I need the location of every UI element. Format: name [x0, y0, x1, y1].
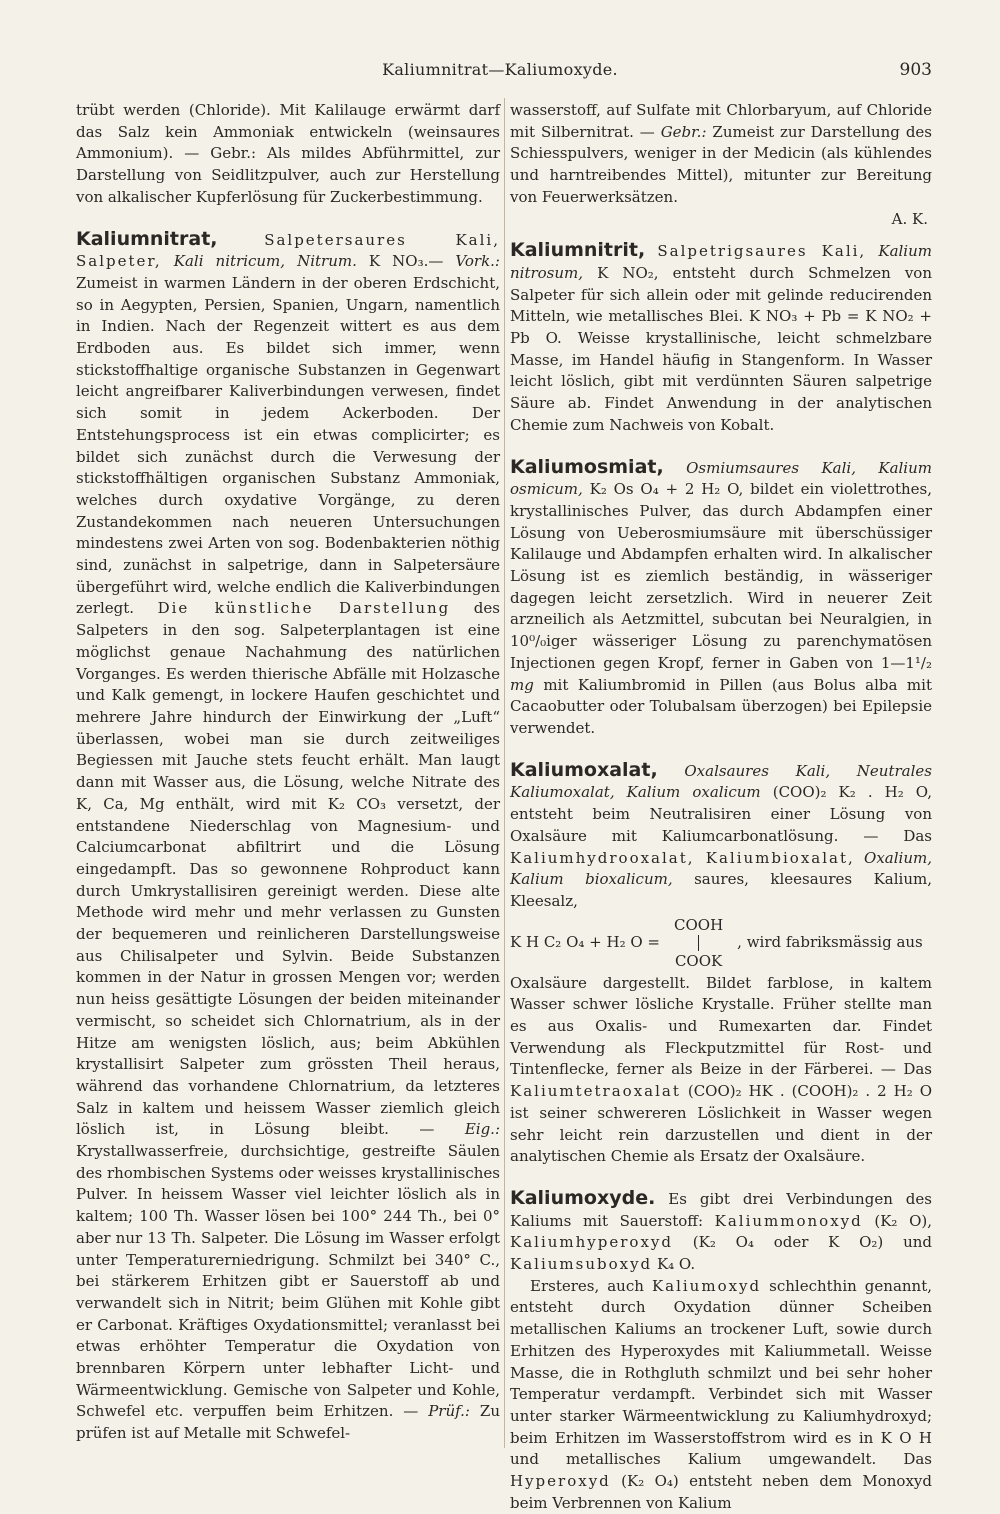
body-text: Zumeist zur Darstellung des Schiesspulvers, weniger in der Medicin (als kühlendes und harntreibendes Mittel), mitunter zur Bereitung von Feuerwerksätzen. — [510, 122, 932, 206]
spaced-term: Kaliumhydrooxalat, Kaliumbioxalat, — [510, 848, 855, 867]
body-text: K NO₂, entsteht durch Schmelzen von Salpeter für sich allein oder mit gelinde reducirenden Mitteln, wie metallisches Blei. K NO₃ + Pb = K NO₂ + Pb O. Weisse krystallinische, leicht schmelzbare Masse, im Handel häufig in Stangenform. In Wasser leicht löslich, gibt mit verdünnten Säuren salpetrige Säure ab. Findet Anwendung in der analytischen Chemie zum Nachweis von Kobalt. — [510, 263, 932, 434]
intro-paragraph: trübt werden (Chloride). Mit Kalilauge erwärmt darf das Salz kein Ammoniak entwickeln (weinsaures Ammonium). — Gebr.: Als mildes Abführmittel, zur Darstellung von Seidlitzpulver, auch zur Herstellung von alkalischer Kupferlösung für Zuckerbestimmung. — [76, 101, 500, 206]
headword-kaliumoxyde: Kaliumoxyde. — [510, 1186, 656, 1209]
entry-kaliumoxyde-p2 — [510, 1276, 932, 1514]
body-text: wasserstoff, auf Sulfate mit Chlorbaryum, auf Chloride mit Silbernitrat. — — [510, 101, 932, 141]
unit: mg — [510, 675, 534, 694]
section-label: Vork.: — [455, 252, 500, 271]
latin-name: Oxalsaures Kali, Neutrales Kaliumoxalat, Kalium oxalicum — [510, 761, 932, 802]
body-text: (K₂ O₄) entsteht neben dem Monoxyd beim Verbrennen von Kalium — [510, 1472, 932, 1512]
section-label: Prüf.: — [428, 1402, 470, 1421]
body-text: des Salpeters in den sog. Salpeterplantagen ist eine möglichst genaue Nachahmung des natürlichen Vorganges. Es werden thierische Abfälle mit Holzasche und Kalk gemengt, in lockere Haufen geschichtet und mehrere Jahre hindurch der Einwirkung der „Luft“ überlassen, wobei man sie durch zeitweiliges Begiessen mit Jauche stets feucht erhält. Man laugt dann mit Wasser aus, die Lösung, welche Nitrate des K, Ca, Mg enthält, wird mit K₂ CO₃ versetzt, der entstandene Niederschlag von Magnesium- und Calciumcarbonat abfiltrirt und die Lösung eingedampft. Das so gewonnene Rohproduct kann durch Umkrystallisiren gereinigt werden. Diese alte Methode wird mehr und mehr verlassen zu Gunsten der bequemeren und reinlicheren Darstellungsweise aus Chilisalpeter und Sylvin. Beide Substanzen kommen in der Natur in grossen Mengen vor; werden nun heiss gesättigte Lösungen der beiden miteinander vermischt, so scheidet sich Chlornatrium, als in der Hitze am wenigsten löslich, aus; beim Abkühlen krystallisirt Salpeter zum grössten Theil heraus, während das vorhandene Chlornatrium, da letzteres Salz in kaltem und heissem Wasser ziemlich gleich löslich ist, in Lösung bleibt. — — [76, 599, 500, 1139]
entry-kaliumosmiat — [510, 457, 932, 740]
latin-name: Osmiumsaures Kali, Kalium osmicum, — [510, 458, 932, 499]
author-signature: A. K. — [891, 209, 928, 228]
chemical-formula: K NO₃.— — [368, 252, 444, 271]
body-text: K₂ Os O₄ + 2 H₂ O, bildet ein violettrothes, krystallinisches Pulver, das durch Abdampfen einer Lösung von Ueberosmiumsäure mit überschüssiger Kalilauge und Abdampfen erhalten wird. In alkalischer Lösung ist es ziemlich beständig, in wässeriger dagegen leicht zersetzlich. Wird in neuerer Zeit arzneilich als Aetzmittel, subcutan bei Neuralgien, in 10⁰/₀iger wässeriger Lösung zu parenchymatösen Injectionen gegen Kropf, ferner in Gaben von 1—1¹/₂ — [510, 480, 932, 672]
body-text: Oxalsäure dargestellt. Bildet farblose, in kaltem Wasser schwer lösliche Krystalle. Früher stellte man es aus Oxalis- und Rumexarten dar. Findet Verwendung als Fleckputzmittel für Rost- und Tintenflecke, ferner als Beize in der Färberei. — Das — [510, 973, 932, 1079]
spaced-term: Kaliumtetraoxalat — [510, 1082, 681, 1101]
spaced-term: Kaliumhyperoxyd — [510, 1233, 673, 1252]
section-label: Gebr.: — [660, 122, 707, 141]
formula-bottom: COOK — [674, 951, 723, 970]
page-header — [0, 58, 1000, 88]
headword-kaliumoxalat: Kaliumoxalat, — [510, 758, 658, 781]
synonym: Salpeter, — [76, 252, 162, 271]
section-label: Eig.: — [464, 1120, 500, 1139]
latin-name: Kali nitricum, Nitrum. — [173, 252, 357, 271]
body-text: (K₂ O₄ oder K O₂) und — [692, 1233, 932, 1252]
left-column — [76, 100, 500, 1445]
bond-line — [698, 935, 699, 951]
body-text: (K₂ O), — [874, 1211, 932, 1230]
entry-kaliumoxalat — [510, 760, 932, 913]
entry-kaliumnitrit — [510, 240, 932, 436]
entry-kaliumnitrat — [76, 229, 500, 1445]
headword-kaliumnitrit: Kaliumnitrit, — [510, 239, 646, 262]
spaced-term: Kaliumoxyd — [651, 1276, 762, 1295]
formula-top: COOH — [674, 915, 724, 934]
spaced-term: Kaliummonoxyd — [714, 1211, 863, 1230]
column-divider — [504, 98, 505, 1448]
formula-right: , wird fabriksmässig aus — [737, 932, 923, 951]
structural-formula — [510, 915, 932, 971]
body-text: Zu prüfen ist auf Metalle mit Schwefel- — [76, 1402, 500, 1443]
continuation-paragraph — [510, 100, 932, 209]
spaced-term: Kaliumsuboxyd — [510, 1255, 653, 1274]
body-text: saures, kleesaures Kalium, Kleesalz, — [510, 870, 932, 910]
body-text: K₄ O. — [656, 1255, 696, 1274]
latin-name: Oxalium, Kalium bioxalicum, — [510, 848, 932, 889]
body-text: Zumeist in warmen Ländern in der oberen Erdschicht, so in Aegypten, Persien, Spanien, Ungarn, namentlich in Indien. Nach der Regenzeit wittert es aus dem Erdboden aus. Es bildet sich immer, wenn stickstoffhaltige organische Substanzen in Gegenwart leicht angreifbarer Kaliverbindungen verwesen, findet sich somit in jedem Ackerboden. Der Entstehungsprocess ist ein etwas complicirter; es bildet sich zunächst durch die Verwesung der stickstoffhältigen organischen Substanz Ammoniak, welches durch oxydative Vorgänge, zu deren Zustandekommen nach neueren Untersuchungen mindestens zwei Arten von sog. Bodenbakterien nöthig sind, zunächst in salpetrige, dann in Salpetersäure übergeführt wird, welche endlich die Kaliverbindungen zerlegt. — [76, 273, 500, 618]
body-text: mit Kaliumbromid in Pillen (aus Bolus alba mit Cacaobutter oder Tolubalsam überzogen) bei Epilepsie verwendet. — [510, 675, 932, 737]
entry-kaliumoxalat-cont — [510, 973, 932, 1168]
body-text: Es gibt drei Verbindungen des Kaliums mit Sauerstoff: — [510, 1189, 932, 1230]
synonym: Salpetersaures Kali, — [264, 230, 500, 249]
formula-left: K H C₂ O₄ + H₂ O = — [510, 932, 660, 951]
body-text: (COO)₂ K₂ . H₂ O, entsteht beim Neutralisiren einer Lösung von Oxalsäure mit Kaliumcarbonatlösung. — Das — [510, 783, 932, 845]
body-text: schlechthin genannt, entsteht durch Oxydation dünner Scheiben metallischen Kaliums an trockener Luft, sowie durch Erhitzen des Hyperoxydes mit Kaliummetall. Weisse Masse, die in Rothgluth schmilzt und bei sehr hoher Temperatur verdampft. Verbindet sich mit Wasser unter starker Wärmeentwicklung zu Kaliumhydroxyd; beim Erhitzen im Wasserstoffstrom wird es in K O H und metallisches Kalium umgewandelt. Das — [510, 1276, 933, 1469]
page-number: 903 — [899, 60, 932, 80]
headword-kaliumnitrat: Kaliumnitrat, — [76, 227, 218, 250]
synonym: Salpetrigsaures Kali, — [657, 242, 867, 261]
formula-stack — [668, 915, 729, 971]
headword-kaliumosmiat: Kaliumosmiat, — [510, 455, 664, 478]
right-column — [510, 100, 932, 1514]
body-text: Ersteres, auch — [530, 1276, 644, 1295]
entry-kaliumoxyde — [510, 1188, 932, 1276]
spaced-term: Hyperoxyd — [510, 1472, 611, 1491]
latin-name: Kalium nitrosum, — [510, 242, 932, 282]
running-title: Kaliumnitrat—Kaliumoxyde. — [382, 60, 618, 79]
body-text: Krystallwasserfreie, durchsichtige, gestreifte Säulen des rhombischen Systems oder weisses krystallinisches Pulver. In heissem Wasser viel leichter löslich als in kaltem; 100 Th. Wasser lösen bei 100° 244 Th., bei 0° aber nur 13 Th. Salpeter. Die Lösung im Wasser erfolgt unter Temperaturerniedrigung. Schmilzt bei 340° C., bei stärkerem Erhitzen gibt er Sauerstoff ab und verwandelt sich in Nitrit; beim Glühen mit Kohle gibt er Carbonat. Kräftiges Oxydationsmittel; veranlasst bei etwas erhöhter Temperatur die Oxydation von brennbaren Körpern unter lebhafter Licht- und Wärmeentwicklung. Gemische von Salpeter und Kohle, Schwefel etc. verpuffen beim Erhitzen. — — [76, 1142, 500, 1421]
body-text: (COO)₂ HK . (COOH)₂ . 2 H₂ O ist seiner schwereren Löslichkeit in Wasser wegen sehr leicht rein darzustellen und dient in der analytischen Chemie als Ersatz der Oxalsäure. — [510, 1082, 932, 1166]
spaced-term: Die künstliche Darstellung — [157, 599, 451, 618]
